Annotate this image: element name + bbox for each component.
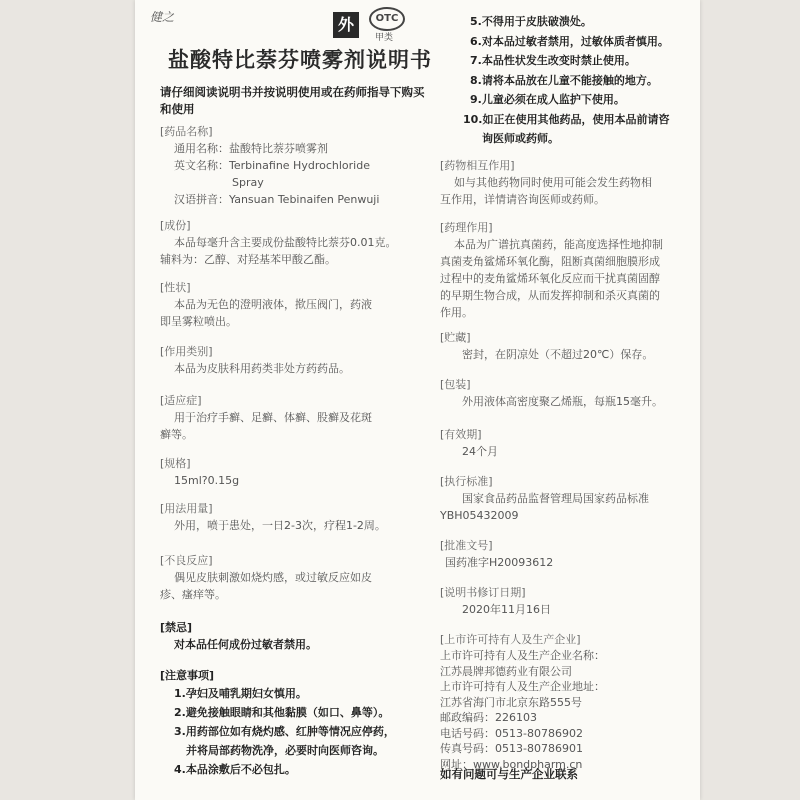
manufacturer-line: 上市许可持有人及生产企业地址：	[440, 680, 605, 693]
section-header: [不良反应]	[160, 554, 213, 567]
section-header: [执行标准]	[440, 475, 493, 488]
standard-code: YBH05432009	[440, 509, 519, 522]
precaution-item: 8.请将本品放在儿童不能接触的地方。	[470, 73, 658, 87]
contact-notice: 如有问题可与生产企业联系	[440, 767, 578, 781]
ingredients-text: 本品每毫升含主要成份盐酸特比萘芬0.01克。	[174, 236, 397, 249]
pharmacology-text: 过程中的麦角鲨烯环氧化反应而干扰真菌固醇	[440, 272, 660, 285]
section-contraindications	[160, 620, 440, 653]
section-header: [批准文号]	[440, 539, 493, 552]
section-header: [用法用量]	[160, 502, 213, 515]
excipients-text: 辅料为：乙醇、对羟基苯甲酸乙酯。	[160, 253, 336, 266]
section-manufacturer	[440, 632, 695, 772]
section-interactions	[440, 158, 695, 208]
section-header: [注意事项]	[160, 669, 215, 682]
pinyin-name: 汉语拼音：Yansuan Tebinaifen Penwuji	[174, 193, 380, 206]
section-standard	[440, 474, 695, 524]
pharmacology-text: 本品为广谱抗真菌药，能高度选择性地抑制	[454, 238, 663, 251]
section-pharmacology	[440, 220, 695, 321]
section-category	[160, 344, 440, 377]
approval-number: 国药准字H20093612	[445, 556, 554, 569]
otc-badge: OTC	[369, 7, 405, 31]
section-header: [贮藏]	[440, 331, 471, 344]
adverse-text-cont: 疹、瘙痒等。	[160, 588, 226, 601]
section-ingredients	[160, 218, 440, 268]
revision-date: 2020年11月16日	[462, 603, 551, 616]
otc-class-label: 甲类	[375, 33, 394, 43]
manufacturer-line: 传真号码：0513-80786901	[440, 742, 583, 755]
brand-logo: 健之	[150, 10, 175, 24]
specification-text: 15ml?0.15g	[174, 474, 240, 487]
section-adverse-reactions	[160, 553, 440, 603]
precaution-item: 3.用药部位如有烧灼感、红肿等情况应停药，	[174, 725, 395, 738]
document-title: 盐酸特比萘芬喷雾剂说明书	[168, 48, 432, 72]
interactions-text: 如与其他药物同时使用可能会发生药物相	[454, 176, 652, 189]
properties-text: 本品为无色的澄明液体，揿压阀门，药液	[174, 298, 372, 311]
section-header: [说明书修订日期]	[440, 586, 526, 599]
section-drug-name	[160, 124, 440, 208]
section-header: [药物相互作用]	[440, 159, 515, 172]
english-name-cont: Spray	[232, 176, 264, 189]
manufacturer-line: 电话号码：0513-80786902	[440, 726, 583, 740]
section-specification	[160, 456, 440, 489]
storage-text: 密封，在阴凉处（不超过20℃）保存。	[462, 348, 654, 361]
section-header: [规格]	[160, 457, 191, 470]
manufacturer-line: 江苏晨牌邦德药业有限公司	[440, 664, 572, 678]
standard-text: 国家食品药品监督管理局国家药品标准	[462, 492, 649, 505]
manufacturer-line: 网址：www.bondpharm.cn	[440, 757, 583, 771]
pharmacology-text: 真菌麦角鲨烯环氧化酶，阻断真菌细胞膜形成	[440, 255, 660, 268]
section-header: [成份]	[160, 219, 191, 232]
category-text: 本品为皮肤科用药类非处方药药品。	[174, 362, 350, 375]
indications-text-cont: 癣等。	[160, 428, 193, 441]
manufacturer-line: 上市许可持有人及生产企业名称：	[440, 649, 605, 662]
section-packaging	[440, 377, 695, 410]
precaution-item-cont: 并将局部药物洗净，必要时向医师咨询。	[186, 744, 384, 757]
section-header: [适应症]	[160, 394, 202, 407]
precaution-item: 1.孕妇及哺乳期妇女慎用。	[174, 687, 307, 700]
section-header: [禁忌]	[160, 621, 193, 634]
pharmacology-text: 的早期生物合成，从而发挥抑制和杀灭真菌的	[440, 289, 660, 302]
precaution-item: 6.对本品过敏者禁用，过敏体质者慎用。	[470, 34, 669, 48]
section-header: [性状]	[160, 281, 191, 294]
section-dosage	[160, 501, 440, 534]
section-properties	[160, 280, 440, 330]
section-header: [包装]	[440, 378, 471, 391]
precautions-continued	[463, 12, 695, 149]
packaging-text: 外用液体高密度聚乙烯瓶，每瓶15毫升。	[462, 395, 663, 408]
usage-notice: 请仔细阅读说明书并按说明使用或在药师指导下购买和使用	[160, 85, 425, 116]
pharmacology-text: 作用。	[440, 306, 473, 319]
section-header: [药理作用]	[440, 221, 493, 234]
section-approval	[440, 538, 695, 571]
properties-text-cont: 即呈雾粒喷出。	[160, 315, 237, 328]
precaution-item: 7.本品性状发生改变时禁止使用。	[470, 54, 636, 67]
section-precautions	[160, 668, 440, 779]
interactions-text-cont: 互作用，详情请咨询医师或药师。	[440, 193, 605, 206]
section-validity	[440, 427, 695, 460]
common-name: 通用名称：盐酸特比萘芬喷雾剂	[174, 142, 328, 155]
precaution-item: 5.不得用于皮肤破溃处。	[470, 15, 592, 28]
validity-text: 24个月	[462, 445, 498, 458]
section-indications	[160, 393, 440, 443]
english-name: 英文名称：Terbinafine Hydrochloride	[174, 159, 370, 172]
precaution-item: 2.避免接触眼睛和其他黏膜（如口、鼻等）。	[174, 706, 390, 719]
precaution-item: 9.儿童必须在成人监护下使用。	[470, 93, 625, 106]
dosage-text: 外用，喷于患处，一日2-3次，疗程1-2周。	[174, 519, 386, 532]
contraindications-text: 对本品任何成份过敏者禁用。	[174, 638, 317, 651]
section-header: [有效期]	[440, 428, 482, 441]
precaution-item: 4.本品涂敷后不必包扎。	[174, 763, 296, 776]
section-header: [上市许可持有人及生产企业]	[440, 633, 581, 646]
section-storage	[440, 330, 695, 363]
precaution-item-cont: 询医师或药师。	[482, 132, 559, 145]
indications-text: 用于治疗手癣、足癣、体癣、股癣及花斑	[174, 411, 372, 424]
section-header: [药品名称]	[160, 125, 213, 138]
section-header: [作用类别]	[160, 345, 213, 358]
precaution-item: 10.如正在使用其他药品，使用本品前请咨	[463, 112, 670, 126]
external-use-badge: 外	[333, 12, 359, 38]
manufacturer-line: 邮政编码：226103	[440, 711, 537, 724]
adverse-text: 偶见皮肤刺激如烧灼感，或过敏反应如皮	[174, 571, 372, 584]
section-revision-date	[440, 585, 695, 618]
manufacturer-line: 江苏省海门市北京东路555号	[440, 695, 582, 709]
